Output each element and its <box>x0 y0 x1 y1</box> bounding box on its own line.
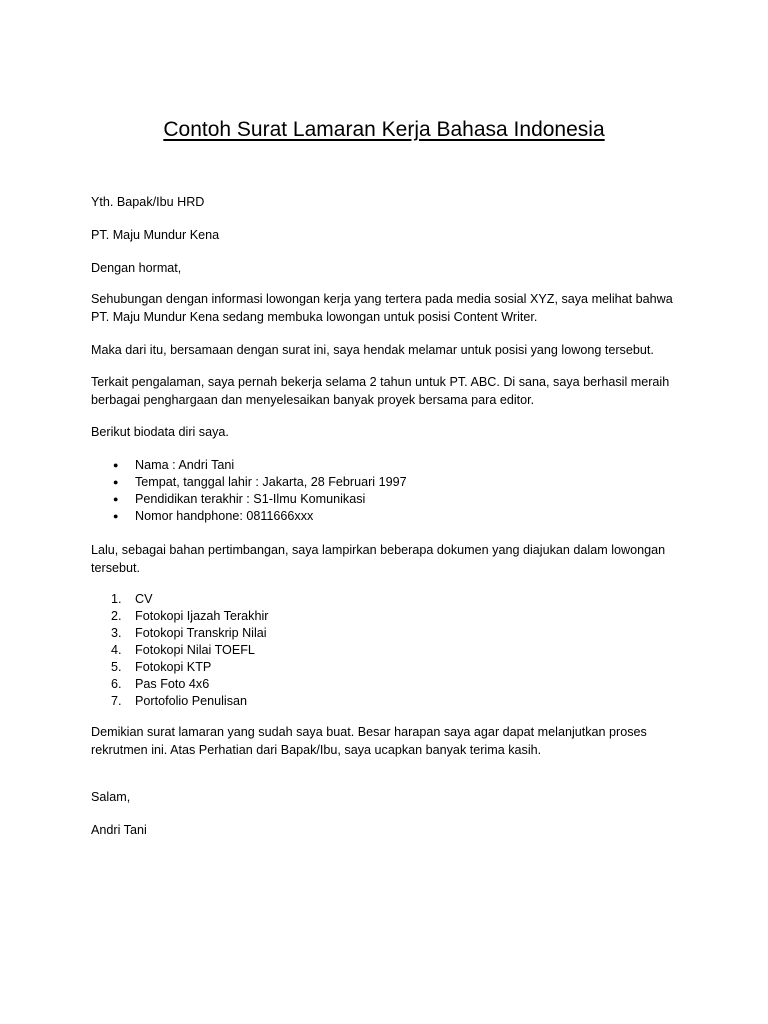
paragraph-line: tersebut. <box>91 561 141 575</box>
paragraph-closing-remarks <box>91 723 691 759</box>
greeting-line: Dengan hormat, <box>91 261 182 275</box>
bio-list <box>91 457 407 525</box>
list-number: 3. <box>111 626 122 640</box>
list-item <box>91 693 268 710</box>
list-number: 2. <box>111 609 122 623</box>
attachment-list <box>91 591 268 710</box>
list-item <box>91 474 407 491</box>
paragraph-experience <box>91 373 691 409</box>
list-item <box>91 491 407 508</box>
recipient-line: Yth. Bapak/Ibu HRD <box>91 195 205 209</box>
bullet-icon: ● <box>113 494 119 504</box>
attachment-label: CV <box>135 592 153 606</box>
list-item <box>91 591 268 608</box>
attachment-label: Fotokopi KTP <box>135 660 212 674</box>
paragraph-line: berbagai penghargaan dan menyelesaikan banyak proyek bersama para editor. <box>91 393 535 407</box>
list-item <box>91 642 268 659</box>
bio-item-phone: Nomor handphone: 0811666xxx <box>135 509 314 523</box>
bio-item-birth: Tempat, tanggal lahir : Jakarta, 28 Februari 1997 <box>135 475 407 489</box>
list-number: 5. <box>111 660 122 674</box>
paragraph-intro <box>91 290 691 326</box>
attachment-label: Pas Foto 4x6 <box>135 677 210 691</box>
paragraph-application: Maka dari itu, bersamaan dengan surat ini, saya hendak melamar untuk posisi yang lowong tersebut. <box>91 343 654 357</box>
paragraph-line: PT. Maju Mundur Kena sedang membuka lowongan untuk posisi Content Writer. <box>91 310 538 324</box>
bullet-icon: ● <box>113 477 119 487</box>
bullet-icon: ● <box>113 511 119 521</box>
attachment-label: Fotokopi Transkrip Nilai <box>135 626 267 640</box>
list-item <box>91 625 268 642</box>
bio-item-education: Pendidikan terakhir : S1-Ilmu Komunikasi <box>135 492 366 506</box>
bio-item-name: Nama : Andri Tani <box>135 458 235 472</box>
bullet-icon: ● <box>113 460 119 470</box>
paragraph-attachments-intro <box>91 541 691 577</box>
page-title: Contoh Surat Lamaran Kerja Bahasa Indonesia <box>163 118 605 141</box>
attachment-label: Fotokopi Ijazah Terakhir <box>135 609 269 623</box>
paragraph-line: Terkait pengalaman, saya pernah bekerja selama 2 tahun untuk PT. ABC. Di sana, saya berhasil meraih <box>91 375 670 389</box>
attachment-label: Portofolio Penulisan <box>135 694 248 708</box>
list-item <box>91 608 268 625</box>
company-line: PT. Maju Mundur Kena <box>91 228 220 242</box>
paragraph-line: Lalu, sebagai bahan pertimbangan, saya lampirkan beberapa dokumen yang diajukan dalam lowongan <box>91 543 666 557</box>
list-item <box>91 676 268 693</box>
list-number: 7. <box>111 694 122 708</box>
paragraph-line: Sehubungan dengan informasi lowongan kerja yang tertera pada media sosial XYZ, saya melihat bahwa <box>91 292 673 306</box>
list-number: 6. <box>111 677 122 691</box>
paragraph-line: rekrutmen ini. Atas Perhatian dari Bapak/Ibu, saya ucapkan banyak terima kasih. <box>91 743 542 757</box>
paragraph-line: Demikian surat lamaran yang sudah saya buat. Besar harapan saya agar dapat melanjutkan proses <box>91 725 647 739</box>
paragraph-bio-intro: Berikut biodata diri saya. <box>91 425 229 439</box>
list-item <box>91 457 407 474</box>
attachment-label: Fotokopi Nilai TOEFL <box>135 643 255 657</box>
list-number: 1. <box>111 592 122 606</box>
list-item <box>91 508 407 525</box>
list-item <box>91 659 268 676</box>
closing-salutation: Salam, <box>91 790 131 804</box>
signature-name: Andri Tani <box>91 823 147 837</box>
list-number: 4. <box>111 643 122 657</box>
